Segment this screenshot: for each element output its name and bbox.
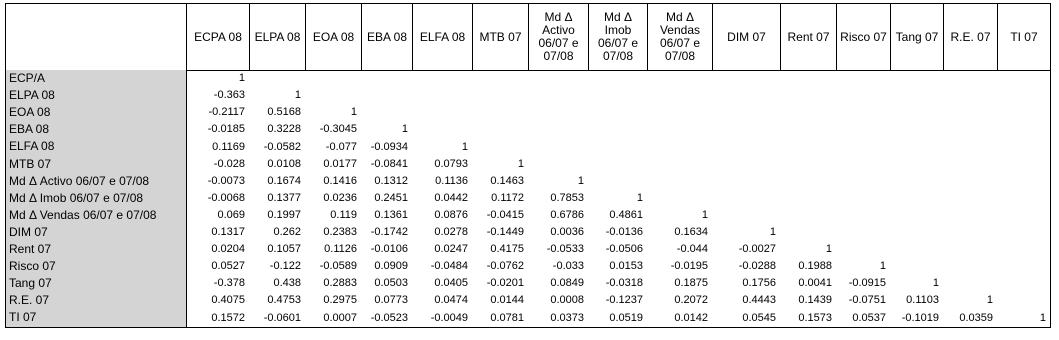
column-header	[305, 3, 362, 71]
column-header-label: ECPA 08	[194, 29, 242, 44]
column-header-label: Md Δ Imob 06/07 e 07/08	[597, 10, 639, 63]
table-cell: -0.077	[325, 141, 357, 153]
table-cell: -0.0185	[207, 123, 245, 135]
table-cell: 0.0793	[434, 158, 468, 170]
table-cell: 0.0108	[267, 158, 301, 170]
column-header	[412, 3, 473, 71]
table-cell: 0.0474	[434, 294, 468, 306]
column-header-label: R.E. 07	[950, 29, 991, 44]
table-cell: 0.0359	[959, 312, 993, 324]
table-cell: 0.1997	[267, 209, 301, 221]
table-cell: 1	[701, 209, 708, 221]
column-header-label: Risco 07	[840, 29, 887, 44]
table-cell: -0.0915	[848, 277, 886, 289]
table-cell: 0.1988	[798, 260, 832, 272]
table-cell: 0.0036	[550, 226, 584, 238]
table-cell: 0.1756	[742, 277, 776, 289]
row-label: Rent 07	[5, 241, 187, 259]
table-cell: -0.0582	[263, 141, 301, 153]
column-header-label: Md Δ Activo 06/07 e 07/08	[538, 10, 579, 63]
column-header	[186, 3, 250, 71]
table-cell: 0.0442	[434, 192, 468, 204]
table-cell: 0.2451	[374, 192, 408, 204]
table-cell: 0.0405	[434, 277, 468, 289]
table-cell: 0.262	[273, 226, 301, 238]
table-cell: 0.1463	[490, 175, 524, 187]
column-header	[890, 3, 944, 71]
table-cell: 1	[986, 294, 993, 306]
column-header	[249, 3, 306, 71]
row-label: Risco 07	[5, 258, 187, 276]
table-cell: -0.2117	[208, 106, 245, 118]
table-cell: -0.0027	[738, 243, 776, 255]
table-cell: 1	[461, 141, 468, 153]
column-header	[836, 3, 891, 71]
table-cell: 0.1573	[798, 312, 832, 324]
table-cell: 1	[1039, 312, 1046, 324]
column-header	[588, 3, 648, 71]
table-cell: 0.0849	[550, 277, 584, 289]
table-cell: 0.5168	[267, 106, 301, 118]
table-cell: 0.0545	[742, 312, 776, 324]
table-cell: -0.028	[213, 158, 245, 170]
column-header-label: TI 07	[1010, 29, 1038, 44]
table-cell: -0.3045	[319, 123, 357, 135]
table-cell: -0.0601	[263, 312, 301, 324]
row-label: DIM 07	[5, 224, 187, 242]
table-cell: 0.0041	[798, 277, 832, 289]
table-cell: 0.2383	[323, 226, 357, 238]
column-header-label: ELPA 08	[254, 29, 301, 44]
table-cell: -0.378	[213, 277, 245, 289]
table-cell: 0.4075	[211, 294, 245, 306]
table-cell: 1	[577, 175, 584, 187]
table-cell: 0.0247	[434, 243, 468, 255]
table-cell: 0.1674	[267, 175, 301, 187]
table-cell: 1	[879, 260, 886, 272]
table-cell: -0.1449	[486, 226, 524, 238]
table-cell: 1	[517, 158, 524, 170]
table-cell: 0.0503	[374, 277, 408, 289]
table-cell: -0.0841	[370, 158, 408, 170]
row-label: R.E. 07	[5, 292, 187, 310]
table-cell: -0.0136	[605, 226, 643, 238]
column-header	[647, 3, 713, 71]
table-cell: 0.0537	[852, 312, 886, 324]
row-label: Tang 07	[5, 275, 187, 293]
table-cell: -0.0201	[486, 277, 524, 289]
table-cell: 0.0153	[609, 260, 643, 272]
table-cell: 0.2975	[323, 294, 357, 306]
table-cell: -0.0762	[486, 260, 524, 272]
table-cell: -0.0415	[486, 209, 524, 221]
row-label: ELFA 08	[5, 138, 187, 157]
table-cell: -0.1237	[605, 294, 643, 306]
column-header-label: MTB 07	[479, 29, 522, 44]
table-cell: 0.0007	[323, 312, 357, 324]
corner-header-cell	[5, 3, 187, 71]
table-cell: 0.0527	[211, 260, 245, 272]
row-label: Md Δ Vendas 06/07 e 07/08	[5, 207, 187, 225]
table-cell: -0.122	[269, 260, 301, 272]
table-cell: 1	[769, 226, 776, 238]
table-cell: 1	[350, 106, 357, 118]
column-header-label: DIM 07	[727, 29, 766, 44]
row-label: EBA 08	[5, 121, 187, 139]
table-cell: -0.0523	[370, 312, 408, 324]
table-cell: 0.3228	[267, 123, 301, 135]
table-cell: 0.0236	[323, 192, 357, 204]
table-cell: -0.0589	[319, 260, 357, 272]
table-cell: -0.0049	[430, 312, 468, 324]
table-cell: -0.0318	[605, 277, 643, 289]
table-cell: 0.0204	[211, 243, 245, 255]
table-cell: -0.0751	[848, 294, 886, 306]
table-cell: 0.4175	[490, 243, 524, 255]
table-cell: 0.2072	[674, 294, 708, 306]
column-header	[943, 3, 998, 71]
column-header	[472, 3, 529, 71]
table-cell: -0.0934	[370, 141, 408, 153]
table-cell: 0.0773	[374, 294, 408, 306]
table-cell: 0.4861	[609, 209, 643, 221]
table-cell: 0.0177	[323, 158, 357, 170]
table-cell: 1	[294, 89, 301, 101]
table-cell: 0.2883	[323, 277, 357, 289]
table-cell: -0.0288	[738, 260, 776, 272]
table-cell: 0.0781	[490, 312, 524, 324]
table-cell: -0.0195	[670, 260, 708, 272]
table-cell: 0.1416	[323, 175, 357, 187]
table-cell: 0.7853	[550, 192, 584, 204]
table-cell: 0.069	[217, 209, 245, 221]
table-cell: -0.1742	[370, 226, 408, 238]
table-cell: -0.0073	[207, 175, 245, 187]
row-label: TI 07	[5, 309, 187, 328]
table-cell: 0.0008	[550, 294, 584, 306]
table-cell: 0.1377	[267, 192, 301, 204]
table-cell: -0.033	[552, 260, 584, 272]
table-cell: 0.1172	[491, 192, 524, 204]
column-header-label: Tang 07	[895, 29, 939, 44]
table-cell: 0.4753	[267, 294, 301, 306]
table-cell: 0.1361	[374, 209, 408, 221]
table-cell: 1	[932, 277, 939, 289]
table-cell: -0.044	[676, 243, 708, 255]
table-cell: 0.1136	[435, 175, 468, 187]
row-label: Md Δ Imob 06/07 e 07/08	[5, 190, 187, 208]
table-cell: 1	[238, 72, 245, 84]
column-header-label: EOA 08	[312, 29, 355, 44]
table-cell: 0.119	[330, 209, 357, 221]
column-header	[528, 3, 589, 71]
table-cell: 1	[401, 123, 408, 135]
table-cell: 0.1317	[211, 226, 245, 238]
column-header-label: Rent 07	[787, 29, 830, 44]
column-header	[997, 3, 1051, 71]
table-cell: 0.1875	[674, 277, 708, 289]
table-cell: 0.1572	[211, 312, 245, 324]
table-cell: 1	[825, 243, 832, 255]
table-cell: 0.0519	[609, 312, 643, 324]
column-header	[361, 3, 413, 71]
table-cell: 0.1103	[906, 294, 939, 306]
column-header-label: EBA 08	[366, 29, 408, 44]
table-cell: 0.4443	[742, 294, 776, 306]
table-cell: 0.1169	[212, 141, 245, 153]
table-cell: 0.0876	[434, 209, 468, 221]
column-header	[780, 3, 837, 71]
table-cell: 0.1634	[674, 226, 708, 238]
table-cell: 0.0373	[550, 312, 584, 324]
table-cell: -0.0068	[207, 192, 245, 204]
table-cell: 0.0909	[374, 260, 408, 272]
row-label: Md Δ Activo 06/07 e 07/08	[5, 173, 187, 191]
table-cell: 0.1439	[798, 294, 832, 306]
table-cell: 0.438	[273, 277, 301, 289]
row-label: EOA 08	[5, 104, 187, 122]
table-cell: 0.1312	[374, 175, 408, 187]
table-cell: 0.0142	[674, 312, 708, 324]
column-header	[712, 3, 781, 71]
table-cell: 1	[636, 192, 643, 204]
table-cell: -0.363	[213, 89, 245, 101]
table-cell: -0.1019	[901, 312, 939, 324]
table-cell: 0.1126	[324, 243, 357, 255]
table-cell: 0.0278	[434, 226, 468, 238]
row-label: ELPA 08	[5, 87, 187, 105]
table-cell: -0.0484	[430, 260, 468, 272]
column-header-label: Md Δ Vendas 06/07 e 07/08	[659, 10, 701, 63]
table-cell: -0.0533	[546, 243, 584, 255]
table-cell: 0.0144	[490, 294, 524, 306]
table-cell: -0.0106	[370, 243, 408, 255]
table-cell: 0.6786	[550, 209, 584, 221]
table-cell: -0.0506	[605, 243, 643, 255]
table-cell: 0.1057	[267, 243, 301, 255]
row-label: MTB 07	[5, 156, 187, 174]
column-header-label: ELFA 08	[419, 29, 466, 44]
row-label: ECP/A	[5, 70, 187, 88]
